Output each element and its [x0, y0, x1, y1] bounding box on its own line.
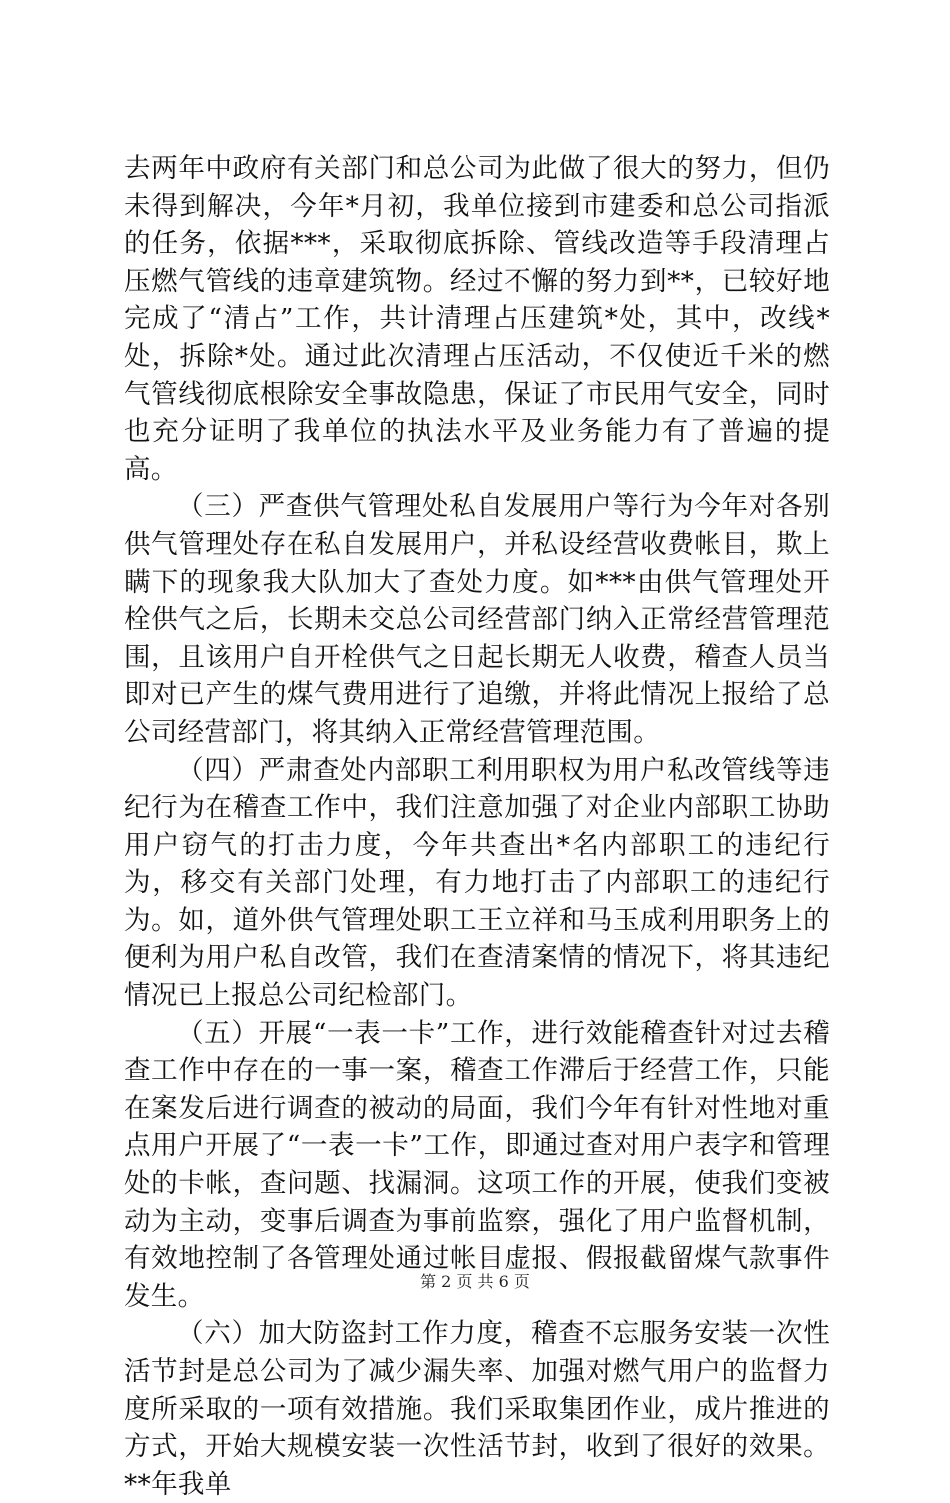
page-number-footer: 第 2 页 共 6 页: [420, 1272, 530, 1291]
paragraph-section-3: （三）严查供气管理处私自发展用户等行为今年对各别供气管理处存在私自发展用户，并私设经营收费帐目，欺上瞒下的现象我大队加大了查处力度。如***由供气管理处开栓供气之后，长期未交总公司经营部门纳入正常经营管理范围，且该用户自开栓供气之日起长期无人收费，稽查人员当即对已产生的煤气费用进行了追缴，并将此情况上报给了总公司经营部门，将其纳入正常经营管理范围。: [124, 491, 830, 748]
paragraph-section-4: （四）严肃查处内部职工利用职权为用户私改管线等违纪行为在稽查工作中，我们注意加强了对企业内部职工协助用户窃气的打击力度，今年共查出*名内部职工的违纪行为，移交有关部门处理，有力地打击了内部职工的违纪行为。如，道外供气管理处职工王立祥和马玉成利用职务上的便利为用户私自改管，我们在查清案情的情况下，将其违纪情况已上报总公司纪检部门。: [124, 754, 830, 1012]
paragraph-section-6: （六）加大防盗封工作力度，稽查不忘服务安装一次性活节封是总公司为了减少漏失率、加强对燃气用户的监督力度所采取的一项有效措施。我们采取集团作业，成片推进的方式，开始大规模安装一次性活节封，收到了很好的效果。**年我单: [124, 1318, 830, 1500]
paragraph-continuation: 去两年中政府有关部门和总公司为此做了很大的努力，但仍未得到解决，今年*月初，我单位接到市建委和总公司指派的任务，依据***，采取彻底拆除、管线改造等手段清理占压燃气管线的违章建筑物。经过不懈的努力到**，已较好地完成了“清占”工作，共计清理占压建筑*处，其中，改线*处，拆除*处。通过此次清理占压活动，不仅使近千米的燃气管线彻底根除安全事故隐患，保证了市民用气安全，同时也充分证明了我单位的执法水平及业务能力有了普遍的提高。: [124, 153, 830, 485]
document-body: [124, 150, 830, 1503]
paragraph-section-5: （五）开展“一表一卡”工作，进行效能稽查针对过去稽查工作中存在的一事一案，稽查工作滞后于经营工作，只能在案发后进行调查的被动的局面，我们今年有针对性地对重点用户开展了“一表一卡”工作，即通过查对用户表字和管理处的卡帐，查问题、找漏洞。这项工作的开展，使我们变被动为主动，变事后调查为事前监察，强化了用户监督机制，有效地控制了各管理处通过帐目虚报、假报截留煤气款事件发生。: [124, 1017, 830, 1312]
